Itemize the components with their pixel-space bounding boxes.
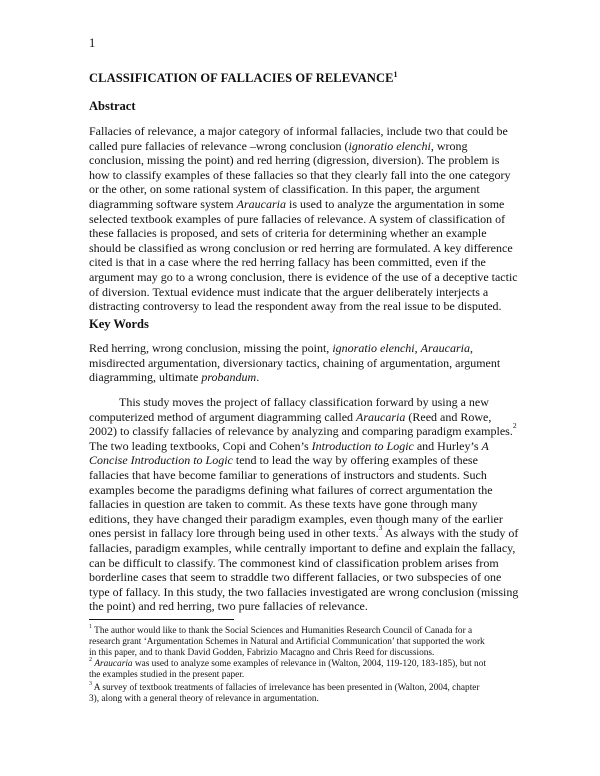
footnote-3: [89, 683, 529, 705]
abstract-paragraph: [89, 124, 529, 314]
text-line: these fallacies is proposed, and sets of criteria for determining whether an example: [89, 226, 487, 241]
text-line: should be classified as wrong conclusion or red herring are formulated. A key difference: [89, 240, 513, 255]
footnote-separator: [89, 619, 234, 620]
footnote-2: [89, 659, 529, 681]
footnote-line: $^3$ A survey of textbook treatments of fallacies of irrelevance has been presented in (Walton, 2004, chapter: [89, 681, 480, 693]
paper-title: [89, 70, 398, 86]
text-line: Red herring, wrong conclusion, missing the point, ignoratio elenchi, Araucaria,: [89, 341, 473, 355]
keywords-heading: Key Words: [89, 317, 149, 331]
footnote-1: [89, 626, 529, 660]
text-line: cited is that in a case where the red herring fallacy has been committed, even if the: [89, 255, 486, 270]
text-line: diagramming software system Araucaria is used to analyze the argumentation in some: [89, 196, 505, 211]
text-line: computerized method of argument diagramming called Araucaria (Reed and Rowe,: [89, 409, 492, 424]
text-line: editions, they have changed their paradigm examples, even though many of the earlier: [89, 511, 503, 526]
text-line: selected textbook examples of pure fallacies of relevance. A system of classification of: [89, 211, 506, 226]
text-line: examples become the paradigms defining what failures of correct argumentation the: [89, 482, 493, 497]
text-line: misdirected argumentation, diversionary tactics, chaining of argumentation, argument: [89, 355, 501, 370]
footnote-line: research grant ‘Argumentation Schemes in Natural and Artificial Communication’ that supported the work: [89, 637, 485, 648]
text-line: 2002) to classify fallacies of relevance by analyzing and comparing paradigm examples.$^2$: [89, 421, 517, 439]
body-paragraph: [89, 395, 529, 614]
text-line: argument may go to a wrong conclusion, there is evidence of the use of a deceptive tactic: [89, 269, 518, 284]
text-line: how to classify examples of these fallacies so that they clearly fall into the one category: [89, 167, 511, 182]
footnote-line: $^1$ The author would like to thank the Social Sciences and Humanities Research Council of Canada for a: [89, 624, 473, 636]
text-line: Concise Introduction to Logic tend to lead the way by offering examples of these: [89, 453, 478, 468]
text-line: The two leading textbooks, Copi and Cohen’s Introduction to Logic and Hurley’s A: [89, 438, 489, 453]
page-number: 1: [89, 36, 96, 50]
text-line: ones persist in fallacy lore through being used in other texts.$^3$ As always with the study of: [89, 523, 519, 541]
text-line: the point) and red herring, two pure fallacies of relevance.: [89, 599, 368, 614]
text-line: fallacies that have become familiar to generations of instructors and students. Such: [89, 467, 487, 482]
text-line: or the other, on some rational system of classification. In this paper, the argument: [89, 182, 480, 197]
text-line: Fallacies of relevance, a major category of informal fallacies, include two that could be: [89, 124, 508, 138]
text-line: can be difficult to classify. The commonest kind of classification problem arises from: [89, 555, 499, 570]
keywords-paragraph: [89, 341, 529, 385]
footnote-line: $^2$ Araucaria was used to analyze some examples of relevance in (Walton, 2004, 119-120, 183-185), but not: [89, 657, 486, 669]
footnote-line: in this paper, and to thank David Godden, Fabrizio Macagno and Chris Reed for discussions.: [89, 648, 435, 659]
text-line: borderline cases that seem to straddle two different fallacies, or two subspecies of one: [89, 570, 502, 585]
title-text: CLASSIFICATION OF FALLACIES OF RELEVANCE: [89, 71, 394, 86]
text-line: of diversion. Textual evidence must indicate that the arguer deliberately interjects a: [89, 284, 489, 299]
text-line: fallacies, paradigm examples, while centrally important to define and explain the fallacy,: [89, 540, 516, 555]
footnote-number: 1: [89, 624, 92, 630]
text-line: diagramming, ultimate probandum.: [89, 370, 260, 385]
footnote-line: the examples studied in the present paper.: [89, 670, 245, 681]
text-line: called pure fallacies of relevance –wrong conclusion (ignoratio elenchi, wrong: [89, 138, 468, 153]
footnote-line: 3), along with a general theory of relevance in argumentation.: [89, 694, 319, 705]
footnote-number: 2: [89, 657, 92, 663]
text-line: fallacies in question are taken to commit. As these texts have gone through many: [89, 497, 478, 512]
text-line: distracting controversy to lead the respondent away from the real issue to be disputed.: [89, 299, 502, 314]
title-footnote-marker: 1: [393, 70, 398, 79]
text-line: This study moves the project of fallacy classification forward by using a new: [119, 395, 489, 409]
text-line: conclusion, missing the point) and red herring (digression, diversion). The problem is: [89, 153, 500, 168]
text-line: type of fallacy. In this study, the two fallacies investigated are wrong conclusion (missing: [89, 584, 519, 599]
footnote-number: 3: [89, 681, 92, 687]
abstract-heading: Abstract: [89, 99, 136, 113]
